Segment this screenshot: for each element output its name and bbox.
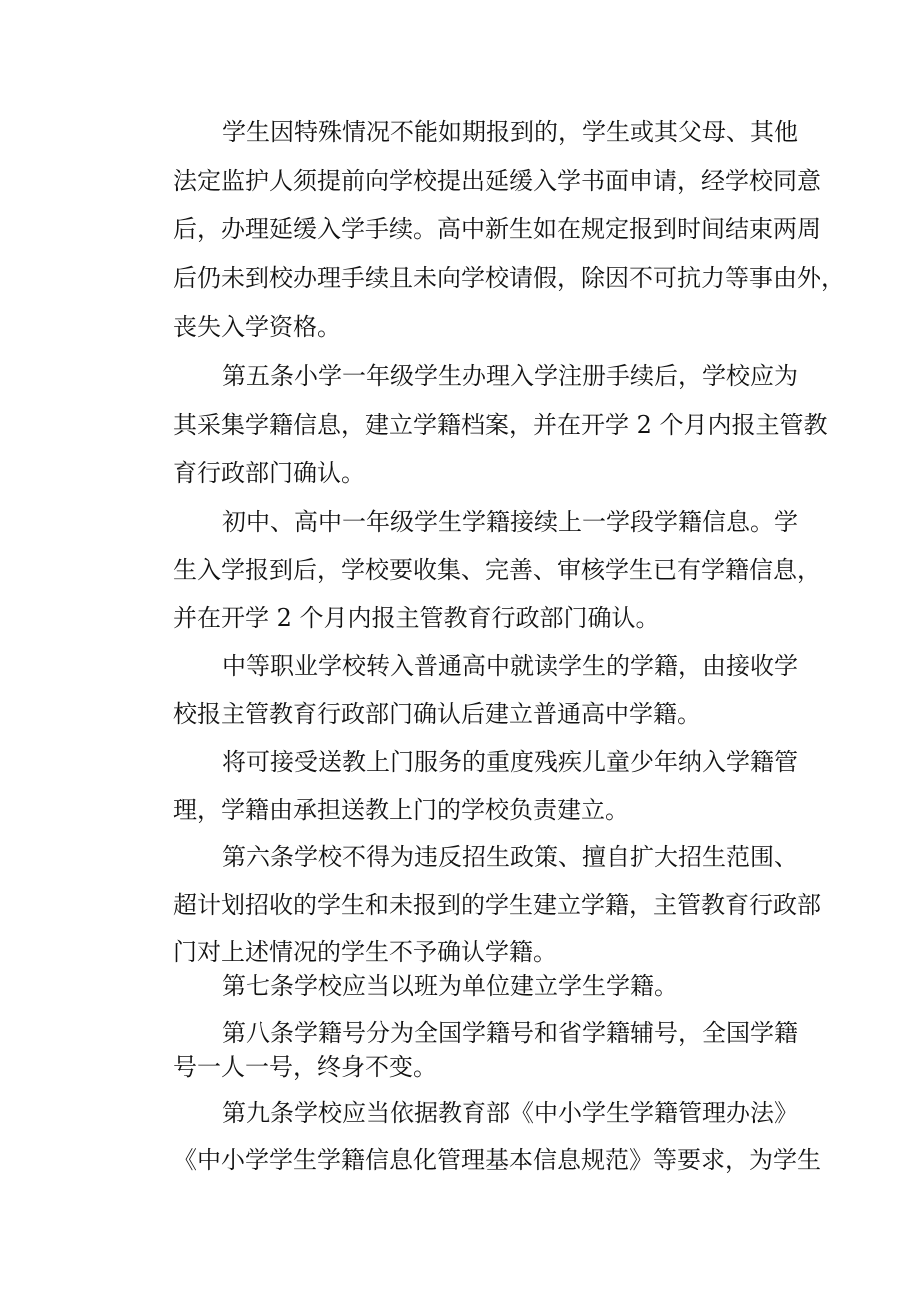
paragraph-2-line-3: 育行政部门确认。 bbox=[173, 459, 365, 487]
paragraph-6-line-2: 超计划招收的学生和未报到的学生建立学籍，主管教育行政部 bbox=[173, 891, 821, 919]
paragraph-9-line-1: 第九条学校应当依据教育部《中小学生学籍管理办法》 bbox=[222, 1099, 798, 1127]
paragraph-3-line-2: 生入学报到后，学校要收集、完善、审核学生已有学籍信息， bbox=[173, 556, 821, 584]
paragraph-8-line-1: 第八条学籍号分为全国学籍号和省学籍辅号，全国学籍 bbox=[222, 1019, 798, 1047]
paragraph-1-line-3: 后，办理延缓入学手续。高中新生如在规定报到时间结束两周 bbox=[173, 215, 821, 243]
paragraph-3-line-1: 初中、高中一年级学生学籍接续上一学段学籍信息。学 bbox=[222, 508, 798, 536]
paragraph-2-line-2: 其采集学籍信息，建立学籍档案，并在开学 2 个月内报主管教 bbox=[173, 411, 828, 439]
paragraph-1-line-4: 后仍未到校办理手续且未向学校请假，除因不可抗力等事由外， bbox=[173, 264, 845, 292]
paragraph-2-line-1: 第五条小学一年级学生办理入学注册手续后，学校应为 bbox=[222, 362, 798, 390]
paragraph-7-line-1: 第七条学校应当以班为单位建立学生学籍。 bbox=[222, 972, 678, 1000]
paragraph-1-line-5: 丧失入学资格。 bbox=[173, 313, 341, 341]
paragraph-4-line-2: 校报主管教育行政部门确认后建立普通高中学籍。 bbox=[173, 700, 701, 728]
paragraph-4-line-1: 中等职业学校转入普通高中就读学生的学籍，由接收学 bbox=[222, 652, 798, 680]
paragraph-5-line-1: 将可接受送教上门服务的重度残疾儿童少年纳入学籍管 bbox=[222, 748, 798, 776]
paragraph-8-line-2: 号一人一号，终身不变。 bbox=[173, 1053, 437, 1081]
paragraph-6-line-1: 第六条学校不得为违反招生政策、擅自扩大招生范围、 bbox=[222, 843, 798, 871]
paragraph-9-line-2: 《中小学学生学籍信息化管理基本信息规范》等要求，为学生 bbox=[173, 1146, 821, 1174]
paragraph-6-line-3: 门对上述情况的学生不予确认学籍。 bbox=[173, 938, 557, 966]
paragraph-1-line-2: 法定监护人须提前向学校提出延缓入学书面申请，经学校同意 bbox=[173, 167, 821, 195]
paragraph-1-line-1: 学生因特殊情况不能如期报到的，学生或其父母、其他 bbox=[222, 118, 798, 146]
paragraph-3-line-3: 并在开学 2 个月内报主管教育行政部门确认。 bbox=[173, 604, 660, 632]
paragraph-5-line-2: 理，学籍由承担送教上门的学校负责建立。 bbox=[173, 796, 629, 824]
